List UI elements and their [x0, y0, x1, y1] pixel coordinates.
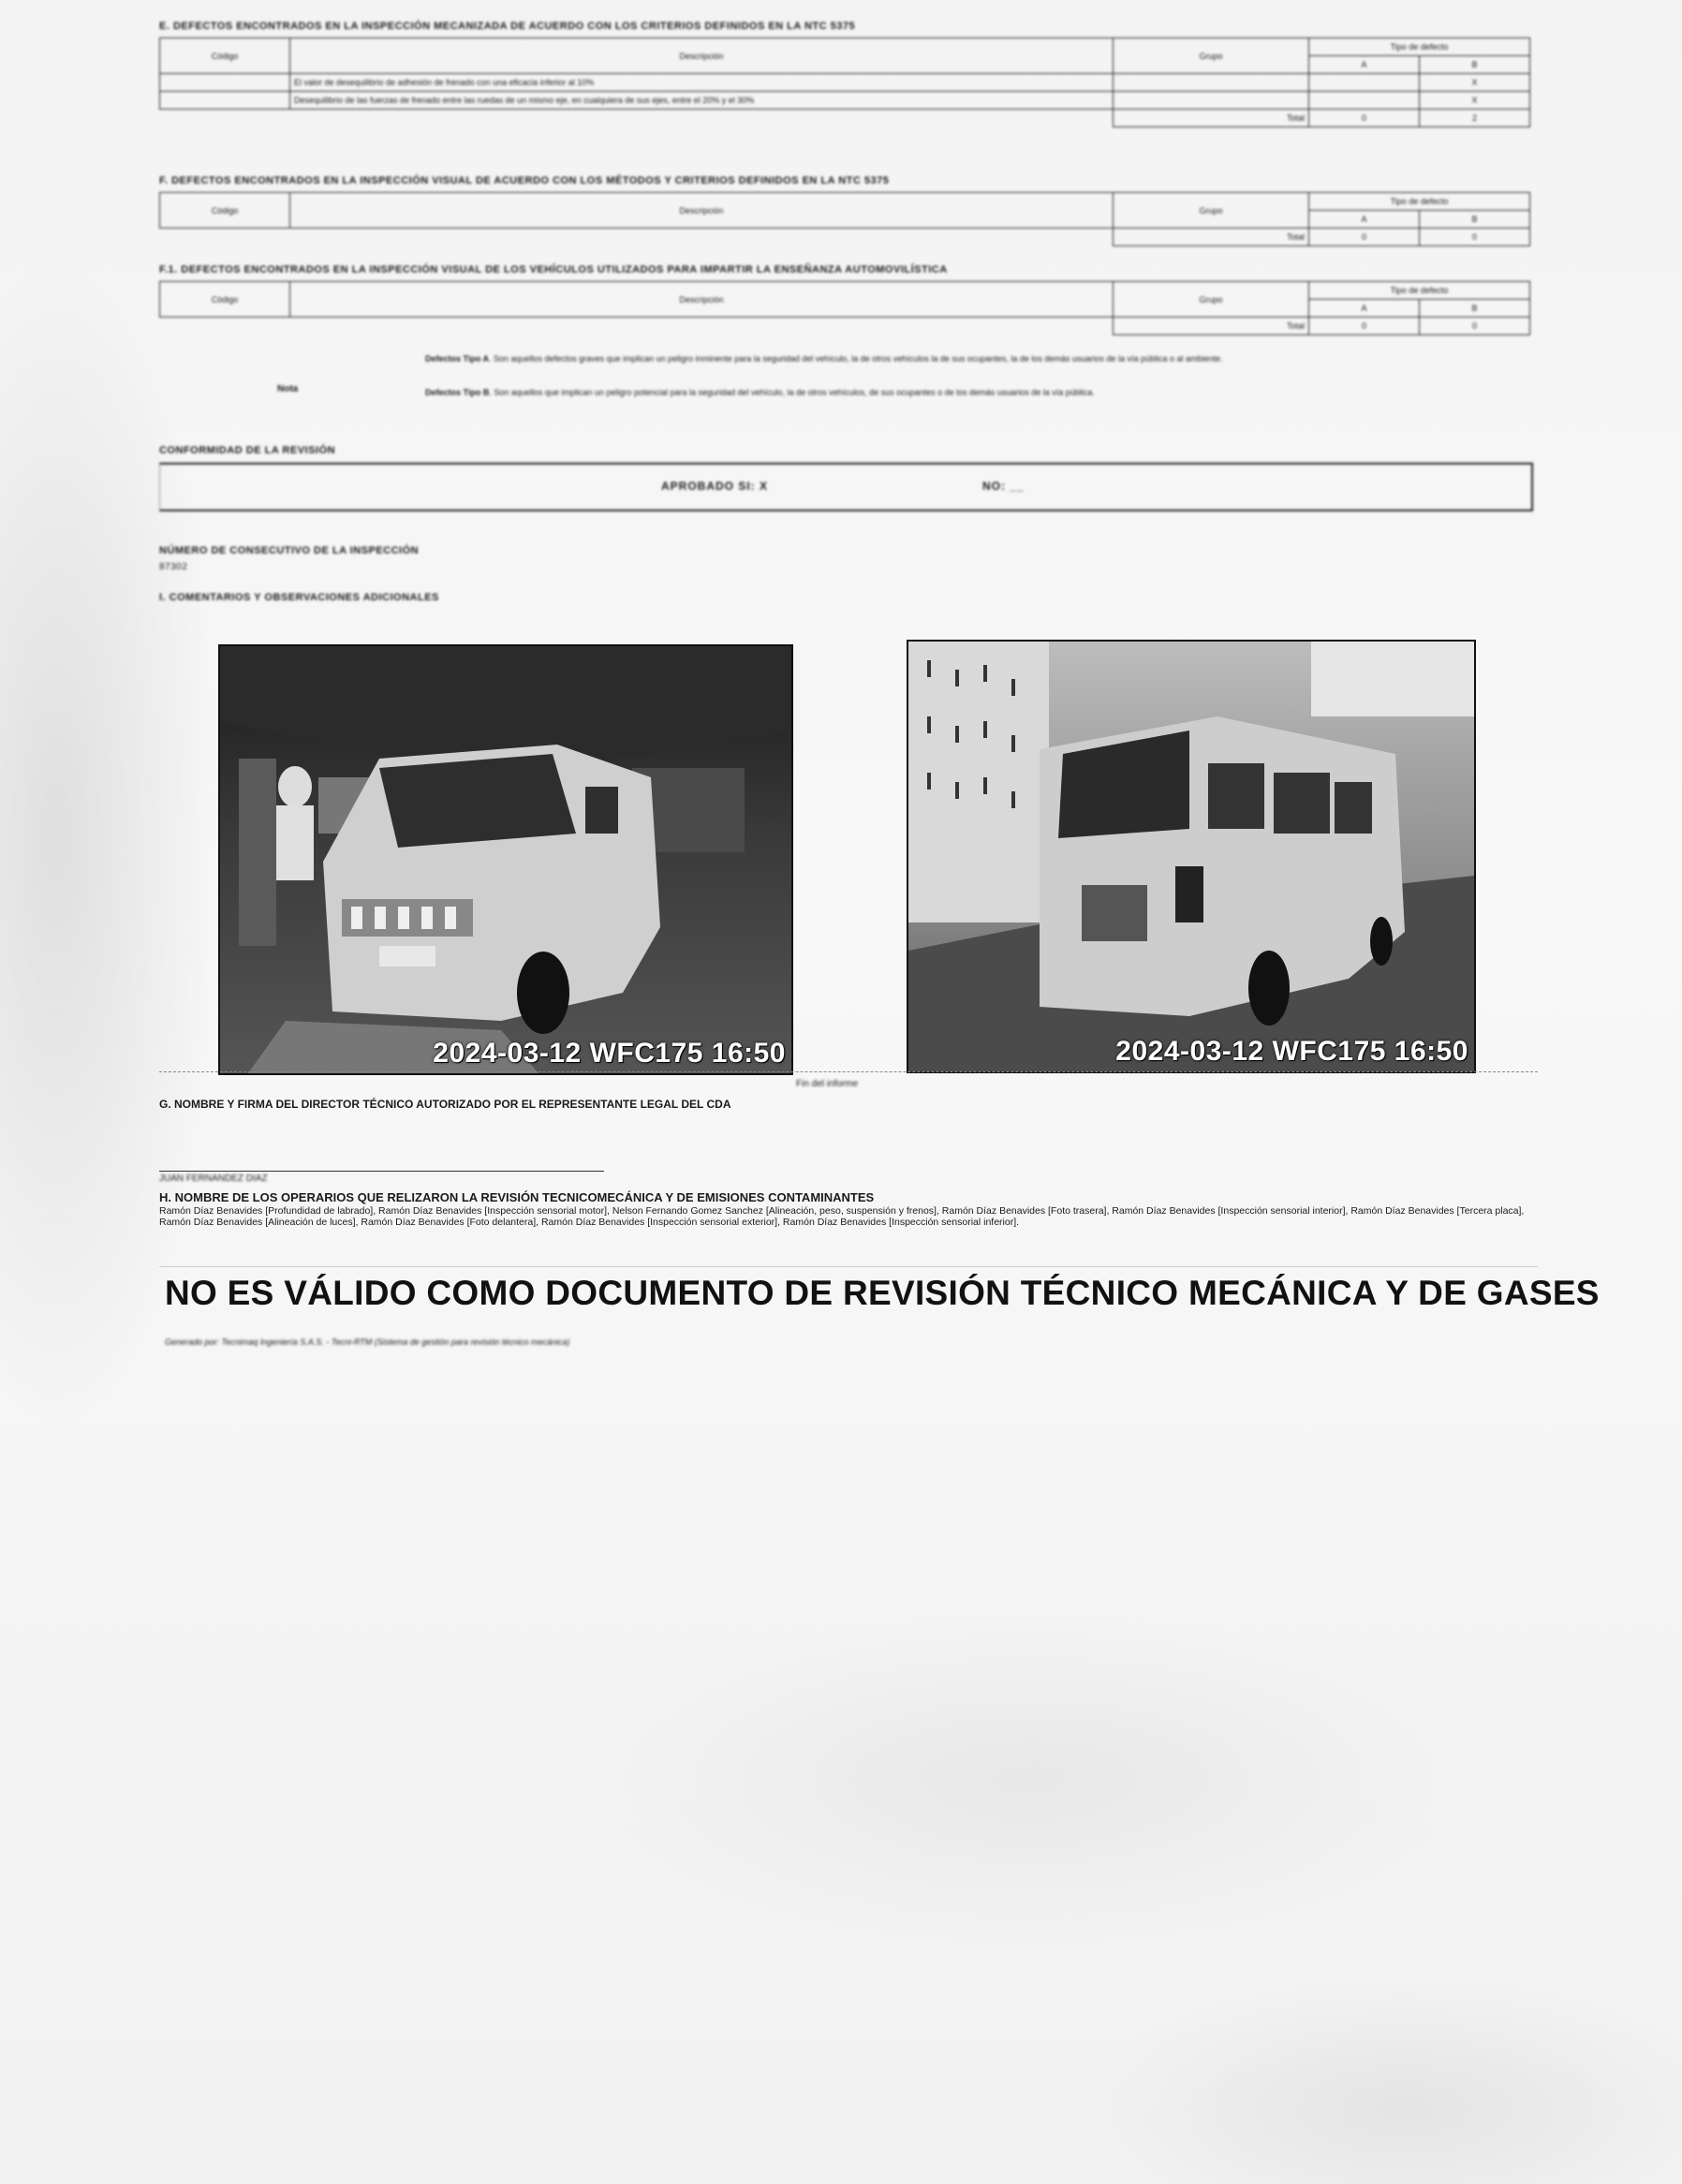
table-row	[160, 74, 1530, 92]
col-a: A	[1309, 211, 1420, 229]
divider	[159, 1266, 1538, 1267]
director-title: G. NOMBRE Y FIRMA DEL DIRECTOR TÉCNICO AUTORIZADO POR EL REPRESENTANTE LEGAL DEL CDA	[159, 1098, 731, 1111]
col-a: A	[1309, 300, 1420, 317]
section-f-table	[159, 192, 1530, 246]
col-type: Tipo de defecto	[1309, 193, 1530, 211]
section-f-title: F. DEFECTOS ENCONTRADOS EN LA INSPECCIÓN VISUAL DE ACUERDO CON LOS MÉTODOS Y CRITERIOS DEFINIDOS EN LA NTC 5375	[159, 175, 890, 186]
total-b: 2	[1420, 110, 1530, 127]
comments-title: I. COMENTARIOS Y OBSERVACIONES ADICIONALES	[159, 592, 439, 603]
total-a: 0	[1309, 229, 1420, 246]
vehicle-rear-photo	[907, 640, 1476, 1073]
col-type: Tipo de defecto	[1309, 282, 1530, 300]
consecutive-value: 87302	[159, 562, 188, 572]
operators-list: Ramón Díaz Benavides [Profundidad de labrado], Ramón Díaz Benavides [Inspección sensorial motor], Nelson Fernando Gomez Sanchez [Alineación, peso, suspensión y frenos], Ramón Díaz Benavides [Foto trasera], Ramón Díaz Benavides [Inspección sensorial interior], Ramón Díaz Benavides [Tercera placa], Ramón Díaz Benavides [Alineación de luces], Ramón Díaz Benavides [Foto delantera], Ramón Díaz Benavides [Inspección sensorial exterior], Ramón Díaz Benavides [Inspección sensorial inferior].	[159, 1205, 1525, 1228]
section-e-title: E. DEFECTOS ENCONTRADOS EN LA INSPECCIÓN MECANIZADA DE ACUERDO CON LOS CRITERIOS DEFINIDOS EN LA NTC 5375	[159, 21, 856, 32]
note-type-a: Defectos Tipo A. Son aquellos defectos graves que implican un peligro inminente para la seguridad del vehículo, la de otros vehículos la de sus ocupantes, la de los demás usuarios de la vía pública o al ambiente.	[425, 354, 1223, 363]
divider	[159, 1071, 1538, 1072]
photo-timestamp: 2024-03-12 WFC175 16:50	[433, 1038, 786, 1069]
col-a: A	[1309, 56, 1420, 74]
vehicle-front-image	[220, 646, 791, 1073]
col-type: Tipo de defecto	[1309, 38, 1530, 56]
operators-title: H. NOMBRE DE LOS OPERARIOS QUE RELIZARON LA REVISIÓN TECNICOMECÁNICA Y DE EMISIONES CONTAMINANTES	[159, 1190, 875, 1204]
end-of-report: Fin del informe	[796, 1079, 859, 1089]
no-label: NO: __	[982, 480, 1025, 493]
director-name: JUAN FERNANDEZ DIAZ	[159, 1173, 268, 1184]
col-group: Grupo	[1114, 282, 1309, 317]
conformity-title: CONFORMIDAD DE LA REVISIÓN	[159, 445, 335, 456]
note-type-a-text: Son aquellos defectos graves que implican un peligro inminente para la seguridad del vehículo, la de otros vehículos la de sus ocupantes, la de los demás usuarios de la vía pública o al ambiente.	[494, 354, 1223, 363]
col-description: Descripción	[290, 38, 1114, 74]
table-row	[160, 92, 1530, 110]
col-b: B	[1420, 300, 1530, 317]
note-type-b-text: Son aquellos que implican un peligro potencial para la seguridad del vehículo, la de otros vehículos, de sus ocupantes o de los demás usuarios de la vía pública.	[494, 388, 1095, 397]
col-description: Descripción	[290, 282, 1114, 317]
note-type-a-label: Defectos Tipo A	[425, 354, 490, 363]
conformity-box	[159, 463, 1533, 511]
section-f1-table	[159, 281, 1530, 335]
section-f1-title: F.1. DEFECTOS ENCONTRADOS EN LA INSPECCIÓN VISUAL DE LOS VEHÍCULOS UTILIZADOS PARA IMPARTIR LA ENSEÑANZA AUTOMOVILÍSTICA	[159, 264, 948, 275]
note-label: Nota	[277, 384, 299, 394]
consecutive-title: NÚMERO DE CONSECUTIVO DE LA INSPECCIÓN	[159, 545, 420, 556]
col-code: Código	[160, 282, 290, 317]
row-description: El valor de desequilibrio de adhesión de frenado con una eficacia inferior al 10%	[290, 74, 1114, 92]
total-a: 0	[1309, 110, 1420, 127]
signature-line	[159, 1171, 604, 1172]
col-group: Grupo	[1114, 38, 1309, 74]
section-e-table	[159, 37, 1530, 127]
col-b: B	[1420, 211, 1530, 229]
vehicle-rear-image	[908, 642, 1474, 1071]
total-b: 0	[1420, 317, 1530, 335]
vehicle-front-photo	[218, 644, 793, 1075]
col-group: Grupo	[1114, 193, 1309, 229]
total-a: 0	[1309, 317, 1420, 335]
approved-label: APROBADO SI: X	[661, 480, 769, 493]
col-description: Descripción	[290, 193, 1114, 229]
col-b: B	[1420, 56, 1530, 74]
row-description: Desequilibrio de las fuerzas de frenado entre las ruedas de un mismo eje, en cualquiera de sus ejes, entre el 20% y el 30%	[290, 92, 1114, 110]
col-code: Código	[160, 193, 290, 229]
photo-timestamp: 2024-03-12 WFC175 16:50	[1115, 1036, 1468, 1067]
note-type-b-label: Defectos Tipo B	[425, 388, 490, 397]
note-type-b: Defectos Tipo B. Son aquellos que implican un peligro potencial para la seguridad del vehículo, la de otros vehículos, de sus ocupantes o de los demás usuarios de la vía pública.	[425, 388, 1095, 397]
total-label: Total	[1114, 317, 1309, 335]
row-b: X	[1420, 92, 1530, 110]
col-code: Código	[160, 38, 290, 74]
total-b: 0	[1420, 229, 1530, 246]
row-b: X	[1420, 74, 1530, 92]
total-label: Total	[1114, 229, 1309, 246]
footer-generated-by: Generado por: Tecnimaq Ingeniería S.A.S. - Tecni-RTM (Sistema de gestión para revisión técnico mecánica)	[165, 1337, 570, 1347]
not-valid-warning: NO ES VÁLIDO COMO DOCUMENTO DE REVISIÓN TÉCNICO MECÁNICA Y DE GASES	[165, 1274, 1600, 1312]
total-label: Total	[1114, 110, 1309, 127]
